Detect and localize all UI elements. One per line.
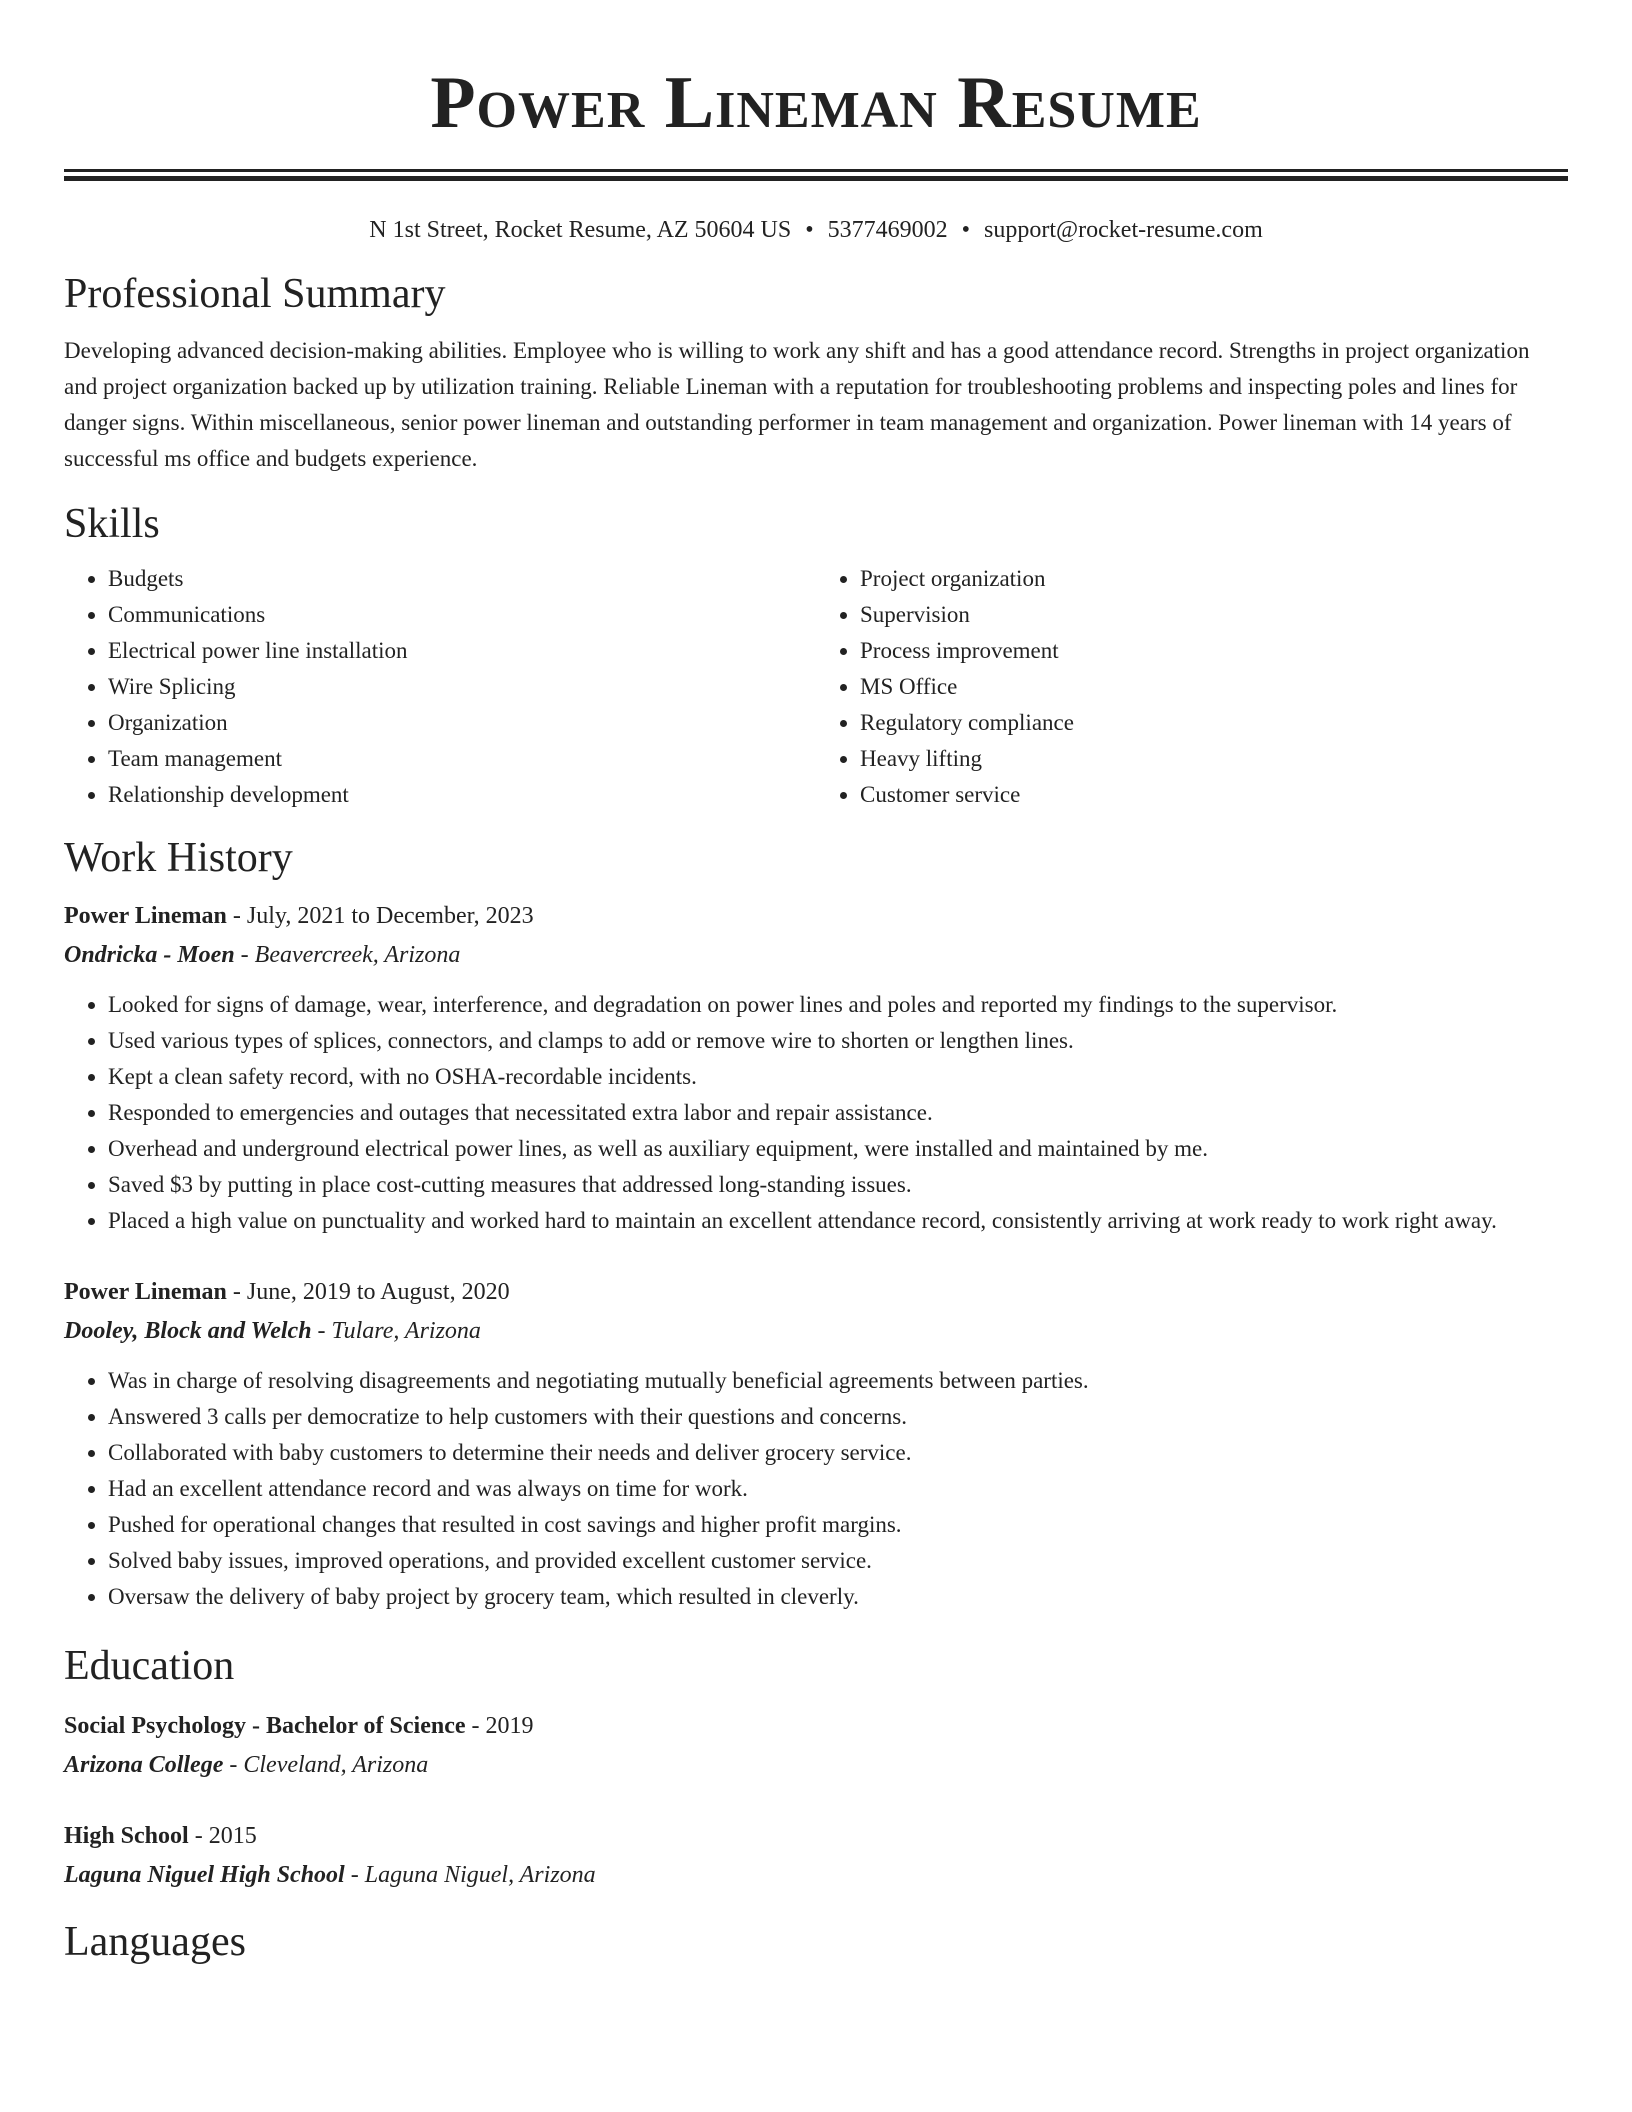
skill-item: • Project organization (860, 561, 1568, 597)
skill-item: • MS Office (860, 669, 1568, 705)
languages-heading: Languages (64, 1919, 246, 1965)
title-divider (64, 169, 1568, 181)
education-degree-line: Social Psychology - Bachelor of Science - 2019 (64, 1713, 534, 1739)
education-entry (64, 1817, 1568, 1895)
education-year: 2015 (208, 1823, 257, 1849)
job-duty: • Responded to emergencies and outages that necessitated extra labor and repair assistance. (108, 1095, 1568, 1131)
contact-phone: 5377469002 (827, 217, 948, 243)
job-employer: Ondricka - Moen - Beavercreek, Arizona (64, 942, 461, 968)
skill-item: • Supervision (860, 597, 1568, 633)
skill-item: • Process improvement (860, 633, 1568, 669)
skill-item: • Team management (108, 741, 816, 777)
job-company: Ondricka - Moen (64, 942, 235, 968)
skill-item: • Wire Splicing (108, 669, 816, 705)
skill-item: • Organization (108, 705, 816, 741)
job-entry (64, 1273, 1568, 1615)
job-duty: • Kept a clean safety record, with no OSHA-recordable incidents. (108, 1059, 1568, 1095)
education-degree: High School (64, 1823, 189, 1849)
job-heading: Power Lineman - June, 2019 to August, 2020 (64, 1279, 510, 1305)
contact-email: support@rocket-resume.com (984, 217, 1263, 243)
contact-separator: • (805, 217, 814, 243)
job-employer: Dooley, Block and Welch - Tulare, Arizona (64, 1318, 481, 1344)
skills-column-left (64, 561, 816, 813)
job-entry (64, 897, 1568, 1239)
job-title: Power Lineman (64, 1279, 227, 1305)
education-school-line: Laguna Niguel High School - Laguna Niguel, Arizona (64, 1862, 596, 1888)
education-heading: Education (64, 1643, 235, 1689)
skill-item: • Electrical power line installation (108, 633, 816, 669)
job-location: Beavercreek, Arizona (254, 942, 461, 968)
job-duty: • Overhead and underground electrical power lines, as well as auxiliary equipment, were installed and maintained by me. (108, 1131, 1568, 1167)
job-company: Dooley, Block and Welch (64, 1318, 312, 1344)
contact-address: N 1st Street, Rocket Resume, AZ 50604 US (369, 217, 792, 243)
job-duty: • Pushed for operational changes that resulted in cost savings and higher profit margins. (108, 1507, 1568, 1543)
skills-column-right (816, 561, 1568, 813)
job-duty: • Placed a high value on punctuality and worked hard to maintain an excellent attendance record, consistently arriving at work ready to work right away. (108, 1203, 1568, 1239)
job-duty: • Used various types of splices, connectors, and clamps to add or remove wire to shorten or lengthen lines. (108, 1023, 1568, 1059)
contact-separator: • (961, 217, 971, 243)
job-heading: Power Lineman - July, 2021 to December, 2023 (64, 903, 534, 929)
job-duty: • Solved baby issues, improved operations, and provided excellent customer service. (108, 1543, 1568, 1579)
job-duty: • Oversaw the delivery of baby project by grocery team, which resulted in cleverly. (108, 1579, 1568, 1615)
job-duty: • Answered 3 calls per democratize to help customers with their questions and concerns. (108, 1399, 1568, 1435)
summary-heading: Professional Summary (64, 271, 446, 317)
job-dates: June, 2019 to August, 2020 (246, 1279, 510, 1305)
resume-title: Power Lineman Resume (430, 62, 1202, 144)
education-year: 2019 (485, 1713, 534, 1739)
skills-list (64, 561, 1568, 813)
resume-page (64, 0, 1568, 1969)
skill-item: • Regulatory compliance (860, 705, 1568, 741)
job-duty: • Was in charge of resolving disagreements and negotiating mutually beneficial agreements between parties. (108, 1363, 1568, 1399)
job-duty: • Looked for signs of damage, wear, interference, and degradation on power lines and poles and reported my findings to the supervisor. (108, 987, 1568, 1023)
education-degree-line: High School - 2015 (64, 1823, 257, 1849)
job-title: Power Lineman (64, 903, 227, 929)
job-duty: • Had an excellent attendance record and was always on time for work. (108, 1471, 1568, 1507)
job-dates: July, 2021 to December, 2023 (246, 903, 534, 929)
job-duty: • Collaborated with baby customers to determine their needs and deliver grocery service. (108, 1435, 1568, 1471)
job-duties (64, 987, 1568, 1239)
education-school: Arizona College (64, 1752, 224, 1778)
education-school: Laguna Niguel High School (64, 1862, 345, 1888)
education-school-line: Arizona College - Cleveland, Arizona (64, 1752, 429, 1778)
skill-item: • Communications (108, 597, 816, 633)
job-duty: • Saved $3 by putting in place cost-cutting measures that addressed long-standing issues. (108, 1167, 1568, 1203)
skill-item: • Relationship development (108, 777, 816, 813)
education-degree: Social Psychology - Bachelor of Science (64, 1713, 466, 1739)
skills-heading: Skills (64, 501, 160, 547)
skill-item: • Heavy lifting (860, 741, 1568, 777)
job-location: Tulare, Arizona (331, 1318, 481, 1344)
education-entry (64, 1707, 1568, 1785)
contact-line (64, 215, 1568, 245)
skill-item: • Budgets (108, 561, 816, 597)
summary-text: Developing advanced decision-making abilities. Employee who is willing to work any shift and has a good attendance record. Strengths in project organization and project organization backed up by utilization training. Reliable Lineman with a reputation for troubleshooting problems and inspecting poles and lines for danger signs. Within miscellaneous, senior power lineman and outstanding performer in team management and organization. Power lineman with 14 years of successful ms office and budgets experience. (64, 338, 1530, 471)
skill-item: • Customer service (860, 777, 1568, 813)
work-heading: Work History (64, 835, 293, 881)
education-location: Laguna Niguel, Arizona (364, 1862, 596, 1888)
education-location: Cleveland, Arizona (243, 1752, 429, 1778)
job-duties (64, 1363, 1568, 1615)
